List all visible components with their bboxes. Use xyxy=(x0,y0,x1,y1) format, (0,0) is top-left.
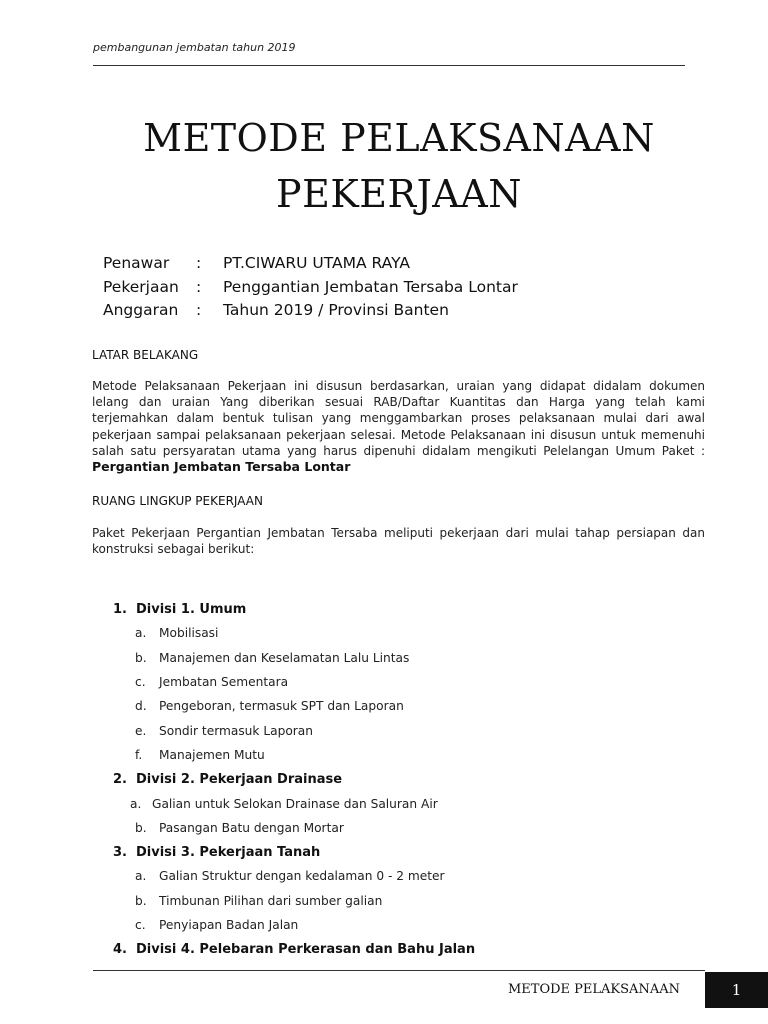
page-number: 1 xyxy=(731,981,742,999)
sub-letter: c. xyxy=(135,918,146,932)
running-header: pembangunan jembatan tahun 2019 xyxy=(93,41,296,54)
header-divider xyxy=(93,65,685,66)
info-value: Tahun 2019 / Provinsi Banten xyxy=(223,301,449,319)
sub-item xyxy=(113,646,713,670)
sub-letter: a. xyxy=(130,796,142,811)
sub-item xyxy=(113,816,713,840)
division-item xyxy=(113,840,713,864)
sub-item xyxy=(113,670,713,694)
info-row-penawar xyxy=(103,252,518,276)
sub-text: Manajemen dan Keselamatan Lalu Lintas xyxy=(159,650,410,665)
sub-item xyxy=(113,791,713,815)
info-value: Penggantian Jembatan Tersaba Lontar xyxy=(223,277,518,296)
sub-text: Sondir termasuk Laporan xyxy=(159,723,313,738)
division-title: Divisi 1. Umum xyxy=(136,601,247,617)
sub-letter: e. xyxy=(135,723,147,738)
division-title: Divisi 4. Pelebaran Perkerasan dan Bahu Jalan xyxy=(136,941,476,957)
sub-letter: b. xyxy=(135,650,147,665)
sub-letter: a. xyxy=(135,869,147,884)
sub-item xyxy=(113,864,713,888)
division-number: 4. xyxy=(113,941,127,957)
page-number-box xyxy=(705,972,768,1008)
info-label: Anggaran xyxy=(103,301,179,319)
section-heading-ruang: RUANG LINGKUP PEKERJAAN xyxy=(92,494,263,508)
document-title xyxy=(93,110,705,222)
paragraph-text: Metode Pelaksanaan Pekerjaan ini disusun berdasarkan, uraian yang didapat didalam dokumen lelang dan uraian Yang diberikan sesuai RAB/Daftar Kuantitas dan Harga yang telah kami terjemahkan dalam bentuk tulisan yang menggambarkan proses pelaksanaan mulai dari awal pekerjaan sampai pelaksanaan pekerjaan selesai. Metode Pelaksanaan ini disusun untuk memenuhi salah satu persyaratan utama yang harus dipenuhi didalam mengikuti Pelelangan Umum Paket : xyxy=(92,379,705,458)
info-colon: : xyxy=(196,277,202,296)
sub-item xyxy=(113,718,713,742)
info-value: PT.CIWARU UTAMA RAYA xyxy=(223,254,410,272)
sub-letter: a. xyxy=(135,626,147,641)
package-name: Pergantian Jembatan Tersaba Lontar xyxy=(92,459,351,475)
sub-item xyxy=(113,913,713,937)
project-info xyxy=(103,252,518,323)
division-number: 1. xyxy=(113,601,127,617)
title-line-2: PEKERJAAN xyxy=(276,172,522,216)
info-label: Penawar xyxy=(103,254,170,272)
sub-letter: c. xyxy=(135,675,146,690)
sub-item xyxy=(113,889,713,913)
info-row-pekerjaan xyxy=(103,276,518,300)
sub-text: Galian Struktur dengan kedalaman 0 - 2 meter xyxy=(159,869,445,884)
sub-letter: d. xyxy=(135,699,147,714)
info-label: Pekerjaan xyxy=(103,277,179,296)
division-item xyxy=(113,597,713,621)
division-item xyxy=(113,937,713,961)
info-row-anggaran xyxy=(103,299,518,323)
sub-text: Pasangan Batu dengan Mortar xyxy=(159,820,344,835)
sub-item xyxy=(113,743,713,767)
sub-item xyxy=(113,621,713,645)
sub-text: Mobilisasi xyxy=(159,626,219,641)
sub-text: Penyiapan Badan Jalan xyxy=(159,918,299,932)
paragraph-latar xyxy=(92,378,705,475)
division-title: Divisi 2. Pekerjaan Drainase xyxy=(136,771,343,787)
sub-text: Jembatan Sementara xyxy=(159,675,289,690)
sub-letter: f. xyxy=(135,747,143,762)
section-heading-latar: LATAR BELAKANG xyxy=(92,348,199,362)
sub-text: Galian untuk Selokan Drainase dan Saluran Air xyxy=(152,796,438,811)
info-colon: : xyxy=(196,301,202,319)
division-number: 3. xyxy=(113,844,127,860)
sub-text: Manajemen Mutu xyxy=(159,747,265,762)
title-line-1: METODE PELAKSANAAN xyxy=(143,116,655,160)
sub-item xyxy=(113,694,713,718)
division-number: 2. xyxy=(113,771,127,787)
sub-letter: b. xyxy=(135,820,147,835)
sub-text: Pengeboran, termasuk SPT dan Laporan xyxy=(159,699,404,714)
sub-letter: b. xyxy=(135,893,147,908)
footer-divider xyxy=(93,970,705,971)
division-title: Divisi 3. Pekerjaan Tanah xyxy=(136,844,321,860)
info-colon: : xyxy=(196,254,202,272)
sub-text: Timbunan Pilihan dari sumber galian xyxy=(159,893,383,908)
division-item xyxy=(113,767,713,791)
paragraph-ruang: Paket Pekerjaan Pergantian Jembatan Tersaba meliputi pekerjaan dari mulai tahap persiapan dan konstruksi sebagai berikut: xyxy=(92,526,705,557)
footer-label: METODE PELAKSANAAN xyxy=(508,982,680,997)
division-list xyxy=(113,597,713,961)
